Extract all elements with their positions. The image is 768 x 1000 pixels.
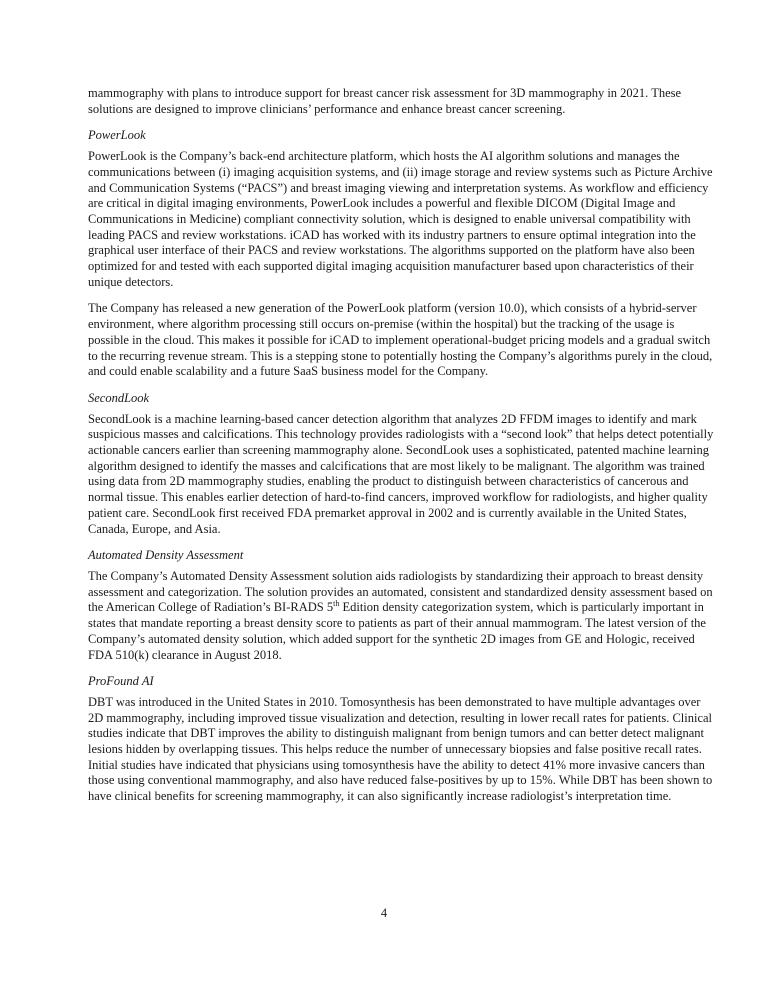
automated-density-paragraph [88, 569, 714, 663]
section-heading-profound-ai: ProFound AI [88, 674, 154, 689]
superscript-ordinal: th [333, 599, 340, 609]
paragraph-text-before-superscript: The Company’s Automated Density Assessment solution aids radiologists by standardizing their approach to breast density assessment and categorization. The solution provides an automated, consistent and standardized density assessment based on the American College of Radiation’s BI-RADS 5 [88, 568, 713, 615]
powerlook-paragraph-1: PowerLook is the Company’s back-end architecture platform, which hosts the AI algorithm solutions and manages the communications between (i) imaging acquisition systems, and (ii) image storage and review systems such as Picture Archive and Communication Systems (“PACS”) and breast imaging viewing and interpretation systems. As workflow and efficiency are critical in digital imaging environments, PowerLook includes a powerful and flexible DICOM (Digital Image and Communications in Medicine) compliant connectivity solution, which is designed to enable universal compatibility with leading PACS and review workstations. iCAD has worked with its industry partners to ensure optimal integration into the graphical user interface of their PACS and review workstations. The algorithms supported on the platform have also been optimized for and tested with each supported digital imaging acquisition manufacturer based upon characteristics of their unique detectors. [88, 149, 713, 289]
page-content [88, 86, 714, 816]
intro-paragraph: mammography with plans to introduce support for breast cancer risk assessment for 3D mammography in 2021. These solutions are designed to improve clinicians’ performance and enhance breast cancer screening. [88, 86, 682, 116]
section-heading-secondlook: SecondLook [88, 390, 150, 405]
page-number: 4 [380, 906, 388, 920]
secondlook-paragraph: SecondLook is a machine learning-based cancer detection algorithm that analyzes 2D FFDM images to identify and mark suspicious masses and calcifications. This technology provides radiologists with a “second look” that helps detect potentially actionable cancers earlier than screening mammography alone. SecondLook uses a sophisticated, patented machine learning algorithm designed to identify the masses and calcifications that are most likely to be malignant. The algorithm was trained using data from 2D mammography studies, enabling the product to distinguish between characteristics of cancerous and normal tissue. This enables earlier detection of hard-to-find cancers, improved workflow for radiologists, and higher quality patient care. SecondLook first received FDA premarket approval in 2002 and is currently available in the United States, Canada, Europe, and Asia. [88, 411, 714, 536]
profound-ai-paragraph: DBT was introduced in the United States in 2010. Tomosynthesis has been demonstrated to have multiple advantages over 2D mammography, including improved tissue visualization and detection, resulting in lower recall rates for patients. Clinical studies indicate that DBT improves the ability to distinguish malignant from benign tumors and can better detect malignant lesions hidden by overlapping tissues. This helps reduce the number of unnecessary biopsies and false positive recall rates. Initial studies have indicated that physicians using tomosynthesis have the ability to detect 41% more invasive cancers than those using conventional mammography, and also have reduced false-positives by up to 15%. While DBT has been shown to have clinical benefits for screening mammography, it can also significantly increase radiologist’s interpretation time. [88, 694, 713, 804]
section-heading-automated-density-assessment: Automated Density Assessment [88, 548, 244, 563]
paragraph-text-after-superscript: Edition density categorization system, which is particularly important in states that mandate reporting a breast density score to patients as part of their annual mammogram. The latest version of the Company’s automated density solution, which added support for the synthetic 2D images from GE and Hologic, received FDA 510(k) clearance in August 2018. [88, 600, 706, 662]
section-heading-powerlook: PowerLook [88, 128, 146, 143]
powerlook-paragraph-2: The Company has released a new generation of the PowerLook platform (version 10.0), which consists of a hybrid-server environment, where algorithm processing still occurs on-premise (within the hospital) but the tracking of the usage is possible in the cloud. This makes it possible for iCAD to implement operational-budget pricing models and a gradual switch to the recurring revenue stream. This is a stepping stone to potentially hosting the Company’s algorithms purely in the cloud, and could enable scalability and a future SaaS business model for the Company. [88, 301, 713, 379]
